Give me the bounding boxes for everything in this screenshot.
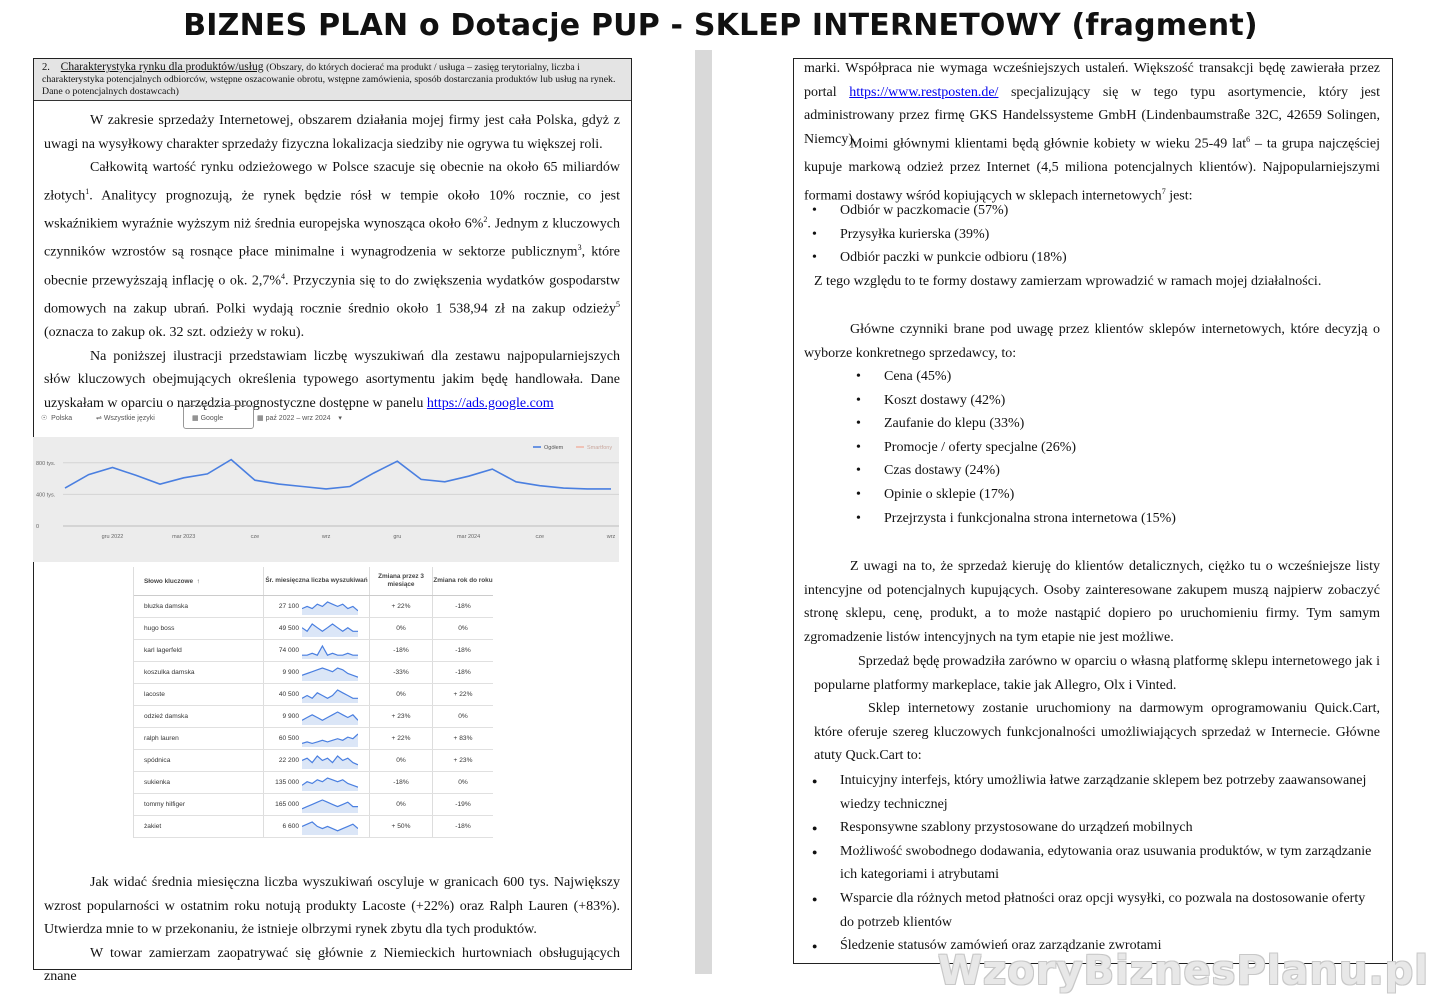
trend-sparkline (302, 819, 358, 835)
x-tick-label: wrz (321, 534, 331, 540)
delivery-methods-list (812, 199, 1380, 270)
list-item-text: Responsywne szablony przystosowane do urządzeń mobilnych (840, 820, 1193, 836)
restposten-link[interactable]: https://www.restposten.de/ (849, 84, 999, 100)
bullet-icon: ● (812, 823, 818, 834)
legend-label-ogolem: Ogółem (544, 445, 564, 451)
list-item (856, 412, 1374, 436)
volume-cell (264, 596, 370, 617)
list-item-text: Koszt dostawy (42%) (884, 392, 1006, 408)
change-yoy-cell: -18% (455, 823, 471, 830)
paragraph-suppliers: W towar zamierzam zaopatrywać się głównie z Niemieckich hurtowniach obsługujących znane (44, 945, 620, 985)
x-tick-label: cze (535, 534, 545, 540)
paragraph-purchase-factors: Główne czynniki brane pod uwagę przez klientów sklepów internetowych, które decyzją o wyborze konkretnego sprzedawcy, to: (804, 322, 1380, 361)
list-item (812, 887, 1380, 934)
purchase-factors-list (856, 365, 1374, 530)
keyword-cell: sukienka (134, 772, 264, 793)
bullet-icon: • (812, 203, 817, 218)
sparkline-line (302, 646, 358, 655)
change-3m-cell: -33% (370, 662, 433, 683)
col-yoy-change-header[interactable]: Zmiana rok do roku (433, 577, 493, 584)
left-text-top (44, 109, 620, 415)
y-tick-label: 800 tys. (36, 460, 56, 467)
volume-cell (264, 794, 370, 815)
left-text-bottom (44, 871, 620, 989)
trend-sparkline (302, 599, 358, 615)
paragraph-search-summary: Jak widać średnia miesięczna liczba wyszukiwań oscyluje w granicach 600 tys. Największy wzrost popularności w ostatnim roku notują produkty Lacoste (+22%) oraz Ralph Lauren (+83%). Utwierdza mnie to w przekonaniu, że istnieje olbrzymi rynek zbytu dla tych produktów. (44, 875, 620, 938)
google-ads-link[interactable]: https://ads.google.com (426, 395, 554, 411)
volume-value: 60 500 (278, 735, 299, 742)
list-item-text: Przejrzysta i funkcjonalna strona internetowa (15%) (884, 510, 1176, 526)
change-yoy-cell: 0% (458, 625, 468, 632)
list-item-text: Promocje / oferty specjalne (26%) (884, 439, 1077, 455)
network-icon: ▦ (192, 415, 199, 422)
sort-arrow-icon: ↑ (196, 577, 200, 585)
keyword-cell: odzież damska (134, 706, 264, 727)
location-pin-icon: ☉ (41, 415, 48, 422)
change-3m-cell: + 23% (370, 706, 433, 727)
keyword-table-header (134, 567, 493, 596)
search-volume-chart-panel (33, 400, 619, 562)
location-filter[interactable]: ☉ Polska (41, 415, 73, 422)
section-number: 2. (42, 62, 50, 73)
volume-value: 6 600 (282, 823, 299, 830)
volume-value: 40 500 (278, 691, 299, 698)
list-item-text: Cena (45%) (884, 369, 952, 384)
dropdown-icon: ▾ (338, 415, 342, 422)
change-3m-cell: + 50% (370, 816, 433, 837)
paragraph-target-clients: Moimi głównymi klientami będą głównie kobiety w wieku 25-49 lat$^6$ – ta grupa najczęściej kupuje markową odzież przez Internet (4,5 miliona potencjalnych klientów). Najpopularniejszymi formami dostawy wśród kopiujących w sklepach internetowych$^7$ jest: (804, 135, 1380, 204)
keyword-cell: spódnica (134, 750, 264, 771)
section-description: (Obszary, do których docierać ma produkt / usługa – zasięg terytorialny, liczba i charakterystyka potencjalnych odbiorców, wstępne oszacowanie obrotu, wstępne zamówienia, sposób dostarczania produktów lub usług na rynek. Dane o potencjalnych dostawcach) (42, 62, 616, 97)
list-item (812, 769, 1380, 816)
volume-value: 9 900 (282, 713, 299, 720)
volume-cell (264, 750, 370, 771)
trend-sparkline (302, 709, 358, 725)
list-item (812, 246, 1380, 270)
x-tick-label: mar 2024 (456, 534, 481, 540)
list-item-text: Śledzenie statusów zamówień oraz zarządzanie zwrotami (840, 938, 1162, 954)
sparkline-area (302, 800, 358, 813)
line-chart-area (33, 437, 619, 562)
change-yoy-cell: -19% (455, 801, 471, 808)
sparkline-area (302, 712, 358, 725)
keyword-cell: lacoste (134, 684, 264, 705)
bullet-icon: ● (812, 776, 818, 786)
list-item (856, 389, 1374, 413)
document-title: BIZNES PLAN o Dotacje PUP - SKLEP INTERNETOWY (fragment) (183, 8, 1258, 43)
bullet-icon: ● (812, 941, 818, 952)
table-row[interactable] (134, 772, 493, 794)
table-row[interactable] (134, 684, 493, 706)
list-item-text: Intuicyjny interfejs, który umożliwia łatwe zarządzanie sklepem bez potrzeby zaawansowanej wiedzy technicznej (840, 773, 1367, 812)
table-row[interactable] (134, 662, 493, 684)
table-row[interactable] (134, 728, 493, 750)
list-item-text: Wsparcie dla różnych metod płatności oraz opcji wysyłki, co pozwala na dostosowanie oferty do potrzeb klientów (840, 890, 1366, 930)
paragraph-sales-channels: Sprzedaż będę prowadziła zarówno w oparciu o własną platformę sklepu internetowego jak i popularne platformy markeplace, takie jak Allegro, Olx i Vinted. (814, 654, 1380, 693)
change-3m-cell: + 22% (370, 596, 433, 617)
list-item-text: Możliwość swobodnego dodawania, edytowania oraz usuwania produktów, w tym zarządzanie ich kategoriami i atrybutami (840, 843, 1372, 883)
trend-sparkline (302, 731, 358, 747)
keyword-table (133, 567, 493, 838)
volume-cell (264, 640, 370, 661)
x-tick-label: wrz (606, 534, 616, 540)
x-tick-label: gru (393, 534, 402, 540)
x-tick-label: mar 2023 (172, 534, 196, 540)
change-yoy-cell: + 23% (453, 757, 473, 764)
bullet-icon: • (856, 369, 861, 384)
change-yoy-cell: + 22% (453, 691, 473, 698)
change-yoy-cell: + 83% (453, 735, 473, 742)
y-tick-label: 0 (36, 524, 40, 530)
change-3m-cell: + 22% (370, 728, 433, 749)
bullet-icon: • (856, 510, 861, 526)
change-3m-cell: 0% (370, 794, 433, 815)
keyword-cell: ralph lauren (134, 728, 264, 749)
keyword-cell: koszulka damska (134, 662, 264, 683)
right-page (793, 58, 1393, 964)
calendar-icon: ▦ (257, 415, 264, 422)
bullet-icon: • (856, 416, 861, 432)
list-item (856, 459, 1374, 483)
trend-sparkline (302, 643, 358, 659)
legend-label-smartfony: Smartfony (587, 445, 613, 451)
watermark: WzoryBiznesPlanu.pl (937, 948, 1429, 994)
list-item (856, 483, 1374, 507)
paragraph-search-intro: Na poniższej ilustracji przedstawiam liczbę wyszukiwań dla zestawu najpopularniejszych słów kluczowych obejmujących określenia typowego asortymentu jakim będę handlowała. Dane uzyskałam w oparciu o narzędzia prognostyczne dostępne w panelu https://ads.google.com (44, 348, 620, 411)
trend-sparkline (302, 621, 358, 637)
volume-cell (264, 816, 370, 837)
volume-cell (264, 772, 370, 793)
page-divider (695, 50, 712, 974)
list-item (812, 199, 1380, 223)
paragraph-quickcart: Sklep internetowy zostanie uruchomiony na darmowym oprogramowaniu Quick.Cart, które oferuje szereg kluczowych funkcjonalności umożliwiających sprzedaż w Internecie. Główne atuty Quck.Cart to: (814, 701, 1380, 764)
translate-icon: ⇌ (96, 415, 102, 422)
volume-cell (264, 706, 370, 727)
table-row[interactable] (134, 750, 493, 772)
volume-cell (264, 684, 370, 705)
change-yoy-cell: -18% (455, 603, 471, 610)
change-3m-cell: -18% (370, 640, 433, 661)
change-yoy-cell: 0% (458, 779, 468, 786)
trend-sparkline (302, 753, 358, 769)
table-row[interactable] (134, 706, 493, 728)
trend-sparkline (302, 687, 358, 703)
sparkline-area (302, 646, 358, 659)
list-item-text: Czas dostawy (24%) (884, 463, 1000, 479)
table-row[interactable] (134, 816, 493, 838)
language-filter[interactable]: ⇌ Wszystkie języki (96, 415, 155, 422)
quickcart-features-list (812, 769, 1380, 958)
line-chart-svg (33, 437, 619, 562)
volume-value: 135 000 (275, 779, 299, 786)
date-range-filter[interactable]: ▦ paź 2022 – wrz 2024 ▾ (257, 415, 342, 422)
list-item (812, 223, 1380, 247)
table-row[interactable] (134, 794, 493, 816)
network-filter[interactable]: ▦ Google (183, 405, 254, 429)
y-tick-label: 400 tys. (36, 492, 56, 499)
list-item (812, 816, 1380, 840)
change-yoy-cell: 0% (458, 713, 468, 720)
trend-sparkline (302, 797, 358, 813)
list-item-text: Przysyłka kurierska (39%) (840, 226, 990, 242)
paragraph-letters-of-intent: Z uwagi na to, że sprzedaż kieruję do klientów detalicznych, ciężko tu o wcześniejsze listy intencyjne od potencjalnych kupujących. Osoby zainteresowane zakupem muszą najpierw zobaczyć stronę sklepu, cenę, produkt, a to może nastąpić dopiero po uruchomieniu firmy. Tym samym zgromadzenie listów intencyjnych na tym etapie nie jest możliwe. (804, 559, 1380, 645)
volume-value: 74 000 (278, 647, 299, 654)
series-line-ogolem (65, 460, 611, 489)
change-yoy-cell: -18% (455, 647, 471, 654)
list-item (856, 436, 1374, 460)
x-tick-label: gru 2022 (101, 534, 124, 540)
col-volume-header[interactable]: Śr. miesięczna liczba wyszukiwań (264, 567, 370, 595)
bullet-icon: • (856, 392, 861, 408)
section-heading: Charakterystyka rynku dla produktów/usług (60, 61, 264, 73)
table-row[interactable] (134, 596, 493, 618)
bullet-icon: • (856, 486, 861, 502)
volume-value: 22 200 (278, 757, 299, 764)
volume-cell (264, 662, 370, 683)
col-keyword-header[interactable]: Słowo kluczowe ↑ (134, 567, 264, 595)
x-tick-label: cze (250, 534, 260, 540)
paragraph-restposten: marki. Współpraca nie wymaga wcześniejszych ustaleń. Większość transakcji będę zawierała przez portal https://www.restposten.de/ specjalizujący się w tego typu asortymencie, który jest administrowany przez firmę GKS Handelssysteme GmbH (Lindenbaumstraße 32C, 42659 Solingen, Niemcy). (804, 61, 1381, 147)
section-header (34, 59, 631, 101)
bullet-icon: • (856, 463, 861, 479)
list-item (812, 840, 1380, 887)
list-item-text: Opinie o sklepie (17%) (884, 486, 1015, 502)
bullet-icon: ● (812, 846, 818, 857)
sparkline-area (302, 756, 358, 769)
change-3m-cell: -18% (370, 772, 433, 793)
change-3m-cell: 0% (370, 618, 433, 639)
list-item-text: Odbiór w paczkomacie (57%) (840, 203, 1009, 218)
chart-filters (33, 400, 619, 436)
keyword-cell: bluzka damska (134, 596, 264, 617)
sparkline-area (302, 822, 358, 835)
volume-value: 27 100 (278, 603, 299, 610)
sparkline-line (302, 690, 358, 698)
paragraph-delivery-conclusion: Z tego względu to te formy dostawy zamierzam wprowadzić w ramach mojej działalności. (814, 274, 1322, 289)
volume-value: 165 000 (275, 801, 299, 808)
list-item-text: Zaufanie do klepu (33%) (884, 416, 1025, 432)
change-3m-cell: 0% (370, 750, 433, 771)
table-row[interactable] (134, 618, 493, 640)
sparkline-area (302, 602, 358, 615)
bullet-icon: • (812, 250, 817, 266)
keyword-cell: żakiet (134, 816, 264, 837)
paragraph-market-value: Całkowitą wartość rynku odzieżowego w Polsce szacuje się obecnie na około 65 miliardów złotych$^1$. Analitycy prognozują, że rynek będzie rósł w tempie około 10% rocznie, co jest wskaźnikiem wyraźnie wyższym niż średnia europejska wynosząca około 6%$^2$. Jednym z kluczowych czynników wzrostów są rosnące płace minimalne i wynagrodzenia w sektorze publicznym$^3$, które obecnie przewyższają inflację o ok. 2,7%$^4$. Przyczynia się to do zwiększenia wydatków gospodarstw domowych na zakup ubrań. Polki wydają rocznie średnio około 1 538,94 zł na zakup odzieży$^5$ (oznacza to zakup ok. 32 szt. odzieży w roku). (44, 160, 621, 341)
paragraph-market-area: W zakresie sprzedaży Internetowej, obszarem działania mojej firmy jest cała Polska, gdyż z uwagi na wysyłkowy charakter sprzedaży fizyczna lokalizacja siedziby nie ogrywa tu większej roli. (44, 113, 620, 152)
change-3m-cell: 0% (370, 684, 433, 705)
list-item (856, 507, 1374, 531)
bullet-icon: ● (812, 893, 818, 904)
bullet-icon: • (812, 226, 817, 242)
trend-sparkline (302, 775, 358, 791)
list-item-text: Odbiór paczki w punkcie odbioru (18%) (840, 250, 1067, 266)
volume-cell (264, 728, 370, 749)
volume-value: 49 500 (278, 625, 299, 632)
change-yoy-cell: -18% (455, 669, 471, 676)
keyword-cell: karl lagerfeld (134, 640, 264, 661)
volume-value: 9 900 (282, 669, 299, 676)
keyword-cell: hugo boss (134, 618, 264, 639)
bullet-icon: • (856, 439, 861, 455)
volume-cell (264, 618, 370, 639)
keyword-table-body (134, 596, 493, 838)
table-row[interactable] (134, 640, 493, 662)
list-item (856, 365, 1374, 389)
trend-sparkline (302, 665, 358, 681)
keyword-cell: tommy hilfiger (134, 794, 264, 815)
col-3m-change-header[interactable]: Zmiana przez 3 miesiące (370, 567, 433, 595)
